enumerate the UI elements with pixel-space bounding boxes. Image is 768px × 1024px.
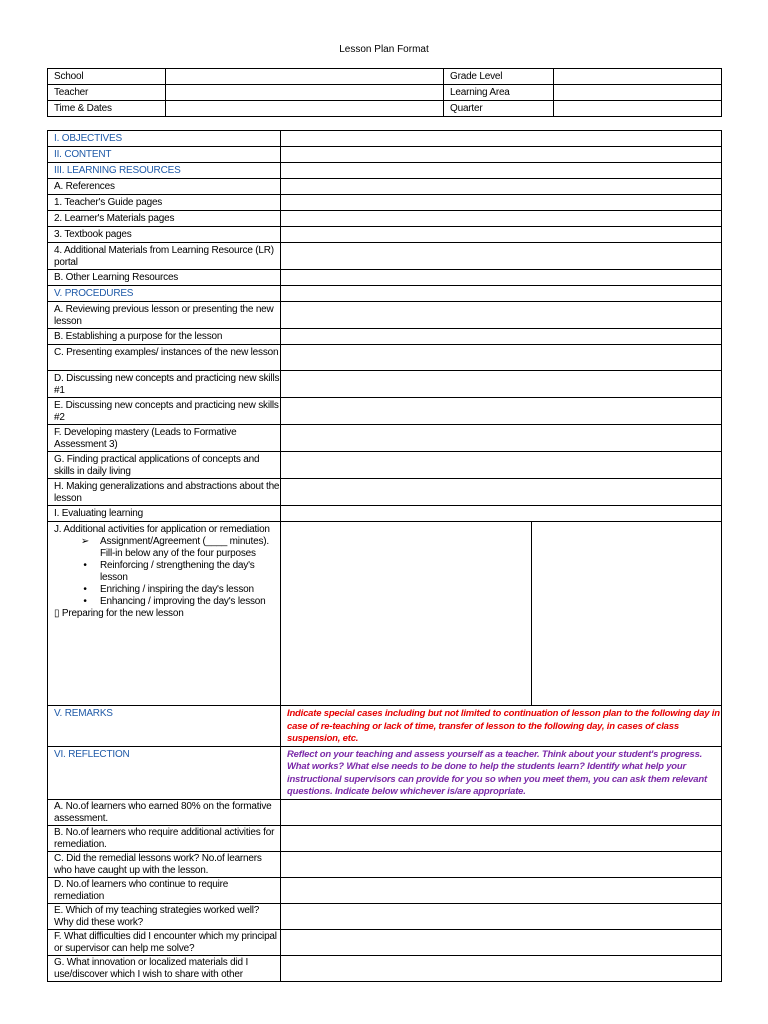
other-resources-field[interactable] xyxy=(281,270,722,286)
procedure-i-field[interactable] xyxy=(281,506,722,522)
list-item: • Reinforcing / strengthening the day's lesson xyxy=(54,560,280,584)
procedure-h-label: H. Making generalizations and abstractions about the lesson xyxy=(48,479,281,506)
reflection-d-label: D. No.of learners who continue to require remediation xyxy=(48,877,281,903)
learners-materials-field[interactable] xyxy=(281,211,722,227)
procedure-d-label: D. Discussing new concepts and practicing new skills #1 xyxy=(48,371,281,398)
reflection-e-label: E. Which of my teaching strategies worked well? Why did these work? xyxy=(48,903,281,929)
teacher-label: Teacher xyxy=(48,85,166,101)
content-heading: II. CONTENT xyxy=(48,147,281,163)
grade-level-field[interactable] xyxy=(554,69,722,85)
objectives-field[interactable] xyxy=(281,131,722,147)
procedure-j-field[interactable] xyxy=(281,522,722,706)
procedure-b-label: B. Establishing a purpose for the lesson xyxy=(48,329,281,345)
textbook-label: 3. Textbook pages xyxy=(48,227,281,243)
procedure-a-label: A. Reviewing previous lesson or presenting the new lesson xyxy=(48,302,281,329)
other-resources-label: B. Other Learning Resources xyxy=(48,270,281,286)
reflection-g-field[interactable] xyxy=(281,955,722,981)
quarter-field[interactable] xyxy=(554,101,722,117)
learning-resources-heading: III. LEARNING RESOURCES xyxy=(48,163,281,179)
procedure-b-field[interactable] xyxy=(281,329,722,345)
reflection-b-label: B. No.of learners who require additional activities for remediation. xyxy=(48,825,281,851)
school-field[interactable] xyxy=(166,69,444,85)
list-item: • Enhancing / improving the day's lesson xyxy=(54,596,280,608)
procedure-f-label: F. Developing mastery (Leads to Formative Assessment 3) xyxy=(48,425,281,452)
procedure-d-field[interactable] xyxy=(281,371,722,398)
school-label: School xyxy=(48,69,166,85)
grade-level-label: Grade Level xyxy=(444,69,554,85)
additional-materials-field[interactable] xyxy=(281,243,722,270)
time-dates-label: Time & Dates xyxy=(48,101,166,117)
remarks-heading: V. REMARKS xyxy=(48,706,281,747)
textbook-field[interactable] xyxy=(281,227,722,243)
reflection-e-field[interactable] xyxy=(281,903,722,929)
time-dates-field[interactable] xyxy=(166,101,444,117)
procedure-c-field[interactable] xyxy=(281,345,722,371)
bullet-icon: • xyxy=(83,584,87,595)
procedure-j-cell xyxy=(48,522,281,706)
procedures-field[interactable] xyxy=(281,286,722,302)
reflection-f-field[interactable] xyxy=(281,929,722,955)
learning-resources-field[interactable] xyxy=(281,163,722,179)
procedure-j-divider xyxy=(531,522,532,705)
procedure-j-last-item: ▯ Preparing for the new lesson xyxy=(54,608,184,619)
lesson-plan-table xyxy=(47,130,722,982)
procedure-g-field[interactable] xyxy=(281,452,722,479)
references-field[interactable] xyxy=(281,179,722,195)
reflection-heading: VI. REFLECTION xyxy=(48,746,281,799)
reflection-g-label: G. What innovation or localized materials did I use/discover which I wish to share with other xyxy=(48,955,281,981)
learners-materials-label: 2. Learner's Materials pages xyxy=(48,211,281,227)
references-label: A. References xyxy=(48,179,281,195)
list-item: ➢ Assignment/Agreement (____ minutes). Fill-in below any of the four purposes xyxy=(54,536,280,560)
content-field[interactable] xyxy=(281,147,722,163)
quarter-label: Quarter xyxy=(444,101,554,117)
reflection-note[interactable]: Reflect on your teaching and assess yourself as a teacher. Think about your student's progress. What works? What else needs to be done to help the students learn? Identify what help your instructional supervisors can provide for you so when you meet them, you can ask them relevant questions. Indicate below whichever is/are appropriate. xyxy=(281,746,722,799)
bullet-icon: • xyxy=(83,560,87,571)
objectives-heading: I. OBJECTIVES xyxy=(48,131,281,147)
procedure-g-label: G. Finding practical applications of concepts and skills in daily living xyxy=(48,452,281,479)
procedure-i-label: I. Evaluating learning xyxy=(48,506,281,522)
teacher-field[interactable] xyxy=(166,85,444,101)
reflection-a-label: A. No.of learners who earned 80% on the formative assessment. xyxy=(48,799,281,825)
reflection-c-label: C. Did the remedial lessons work? No.of learners who have caught up with the lesson. xyxy=(48,851,281,877)
procedure-j-list xyxy=(54,536,280,608)
reflection-f-label: F. What difficulties did I encounter which my principal or supervisor can help me solve? xyxy=(48,929,281,955)
teachers-guide-label: 1. Teacher's Guide pages xyxy=(48,195,281,211)
reflection-a-field[interactable] xyxy=(281,799,722,825)
procedure-j-label: J. Additional activities for application or remediation xyxy=(54,524,270,535)
bullet-icon: • xyxy=(83,596,87,607)
reflection-d-field[interactable] xyxy=(281,877,722,903)
procedure-e-label: E. Discussing new concepts and practicing new skills #2 xyxy=(48,398,281,425)
remarks-note[interactable]: Indicate special cases including but not limited to continuation of lesson plan to the following day in case of re-teaching or lack of time, transfer of lesson to the following day, in cases of class suspension, etc. xyxy=(281,706,722,747)
procedure-c-label: C. Presenting examples/ instances of the new lesson xyxy=(48,345,281,371)
procedure-h-field[interactable] xyxy=(281,479,722,506)
reflection-b-field[interactable] xyxy=(281,825,722,851)
header-table xyxy=(47,68,722,117)
procedure-a-field[interactable] xyxy=(281,302,722,329)
procedures-heading: V. PROCEDURES xyxy=(48,286,281,302)
learning-area-field[interactable] xyxy=(554,85,722,101)
list-item: • Enriching / inspiring the day's lesson xyxy=(54,584,280,596)
procedure-f-field[interactable] xyxy=(281,425,722,452)
procedure-e-field[interactable] xyxy=(281,398,722,425)
reflection-c-field[interactable] xyxy=(281,851,722,877)
document-title: Lesson Plan Format xyxy=(339,44,429,55)
learning-area-label: Learning Area xyxy=(444,85,554,101)
additional-materials-label: 4. Additional Materials from Learning Resource (LR) portal xyxy=(48,243,281,270)
teachers-guide-field[interactable] xyxy=(281,195,722,211)
arrow-bullet-icon: ➢ xyxy=(80,536,90,547)
